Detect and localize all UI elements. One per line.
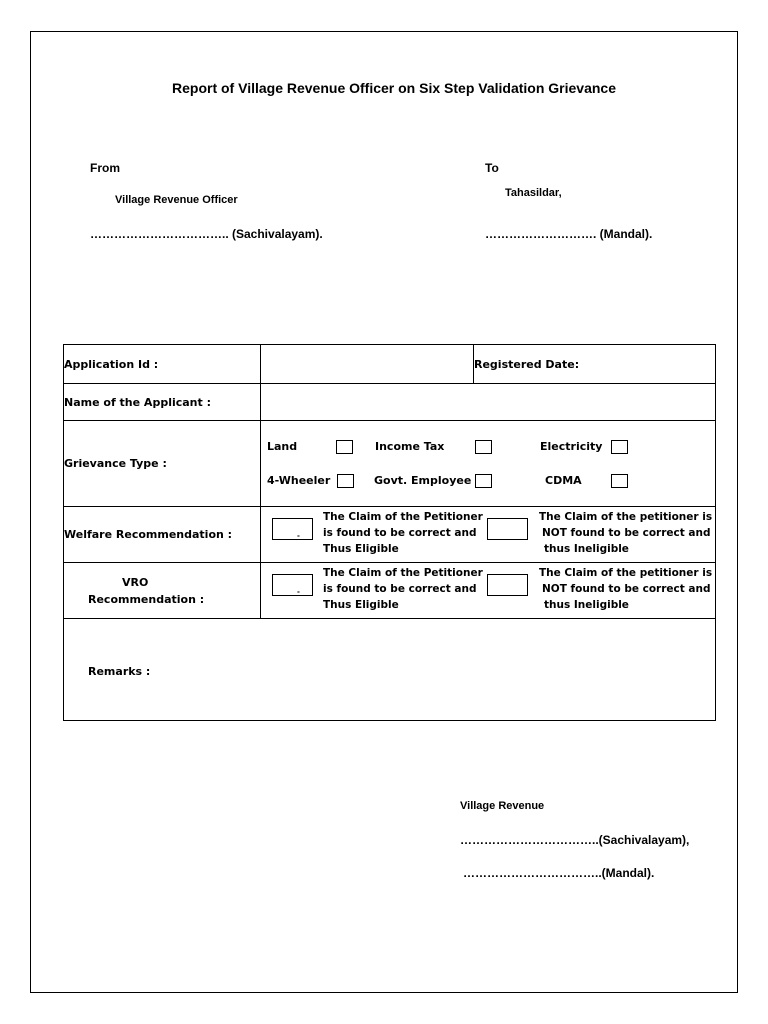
vro-recommendation-cell: [261, 563, 716, 619]
vro-eligible-text: The Claim of the Petitioner is found to be correct and Thus Eligible: [323, 567, 483, 611]
remarks-label: Remarks :: [88, 664, 151, 678]
option-land-label: Land: [267, 440, 298, 453]
option-cdma-checkbox[interactable]: [611, 474, 628, 488]
option-4-wheeler-checkbox[interactable]: [337, 474, 354, 488]
welfare-eligible-text: The Claim of the Petitioner is found to be correct and Thus Eligible: [323, 511, 483, 555]
from-place: …………………………….. (Sachivalayam).: [90, 227, 323, 241]
grievance-form-table: [63, 344, 716, 721]
document-title: Report of Village Revenue Officer on Six Step Validation Grievance: [172, 80, 616, 96]
option-electricity-label: Electricity: [540, 440, 603, 453]
welfare-recommendation-cell: [261, 507, 716, 563]
signature-title: Village Revenue: [460, 800, 545, 812]
option-income-tax-checkbox[interactable]: [475, 440, 492, 454]
welfare-ineligible-box[interactable]: [487, 518, 528, 540]
vro-ineligible-box[interactable]: [487, 574, 528, 596]
applicant-name-label: Name of the Applicant :: [64, 384, 261, 421]
to-label: To: [485, 161, 499, 175]
signature-sachivalayam: ……………………………..(Sachivalayam),: [460, 833, 690, 847]
remarks-field[interactable]: [64, 619, 716, 721]
welfare-eligible-box[interactable]: [272, 518, 313, 540]
mark-icon: -: [297, 588, 300, 596]
option-electricity-checkbox[interactable]: [611, 440, 628, 454]
signature-mandal: ……………………………..(Mandal).: [463, 866, 655, 880]
registered-date-label: Registered Date:: [474, 357, 580, 371]
application-id-field[interactable]: [261, 345, 474, 384]
grievance-type-label: Grievance Type :: [64, 421, 261, 507]
mark-icon: -: [297, 532, 300, 540]
option-land-checkbox[interactable]: [336, 440, 353, 454]
option-cdma-label: CDMA: [545, 474, 582, 487]
applicant-name-field[interactable]: [261, 384, 716, 421]
to-place: ………………………. (Mandal).: [485, 227, 653, 241]
from-officer: Village Revenue Officer: [115, 194, 238, 206]
from-label: From: [90, 161, 120, 175]
grievance-options-cell: [261, 421, 716, 507]
vro-ineligible-text: The Claim of the petitioner is NOT found to be correct and thus Ineligible: [539, 567, 713, 611]
vro-recommendation-label: VRO Recommendation :: [64, 563, 261, 619]
option-income-tax-label: Income Tax: [375, 440, 445, 453]
registered-date-field[interactable]: [474, 345, 716, 384]
welfare-recommendation-label: Welfare Recommendation :: [64, 507, 261, 563]
application-id-label: Application Id :: [64, 345, 261, 384]
to-officer: Tahasildar,: [505, 187, 562, 199]
option-govt-employee-checkbox[interactable]: [475, 474, 492, 488]
option-govt-employee-label: Govt. Employee: [374, 474, 472, 487]
option-4-wheeler-label: 4-Wheeler: [267, 474, 331, 487]
vro-eligible-box[interactable]: [272, 574, 313, 596]
welfare-ineligible-text: The Claim of the petitioner is NOT found to be correct and thus Ineligible: [539, 511, 713, 555]
